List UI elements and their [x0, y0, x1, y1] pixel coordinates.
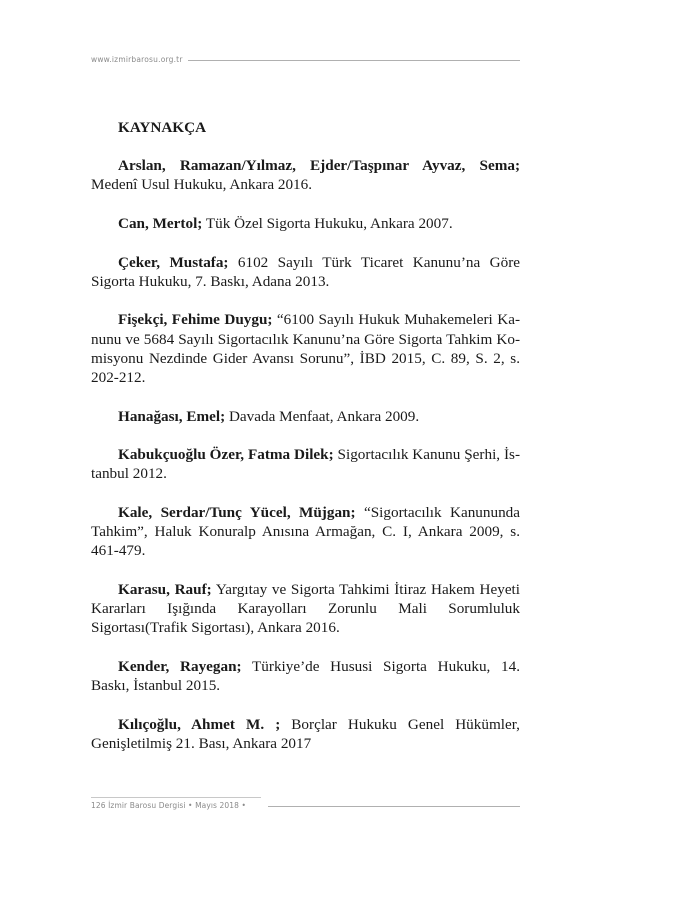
reference-item: [91, 253, 520, 291]
reference-text: Yargıtay ve Sigorta Tahkimi İtiraz Hakem Heyeti Kararları Işığında Karayolları Zorunlu Mali Sorumluluk Sigortası(Trafik Sigortası), Ankara 2016.: [91, 580, 520, 637]
reference-text: 6102 Sayılı Türk Ticaret Kanunu’na Göre Sigorta Hukuku, 7. Baskı, Adana 2013.: [91, 253, 520, 290]
reference-author: Arslan, Ramazan/Yılmaz, Ejder/Taşpınar Ayvaz, Sema;: [118, 157, 520, 175]
reference-text: “6100 Sayılı Hukuk Muhakemeleri Kanunu ve 5684 Sayılı Sigortacılık Kanunu’na Göre Sigorta Tahkim Komisyonu Nezdinde Gider Avansı Sorunu”, İBD 2015, C. 89, S. 2, s. 202-212.: [91, 311, 520, 386]
header-rule: [188, 60, 520, 61]
header-url: www.izmirbarosu.org.tr: [91, 55, 183, 64]
footer-rule: [268, 806, 520, 807]
reference-author: Kender, Rayegan;: [118, 657, 242, 675]
reference-text: Tük Özel Sigorta Hukuku, Ankara 2007.: [202, 215, 453, 232]
reference-text: Türkiye’de Hususi Sigorta Hukuku, 14. Baskı, İstanbul 2015.: [91, 657, 521, 695]
reference-item: [91, 310, 520, 387]
reference-item: [91, 214, 520, 233]
reference-text: Medenî Usul Hukuku, Ankara 2016.: [91, 176, 313, 194]
bibliography: [91, 118, 520, 773]
reference-item: [91, 503, 520, 561]
reference-author: Kılıçoğlu, Ahmet M. ;: [118, 715, 281, 733]
reference-author: Kale, Serdar/Tunç Yücel, Müjgan;: [118, 503, 356, 521]
reference-author: Kabukçuoğlu Özer, Fatma Dilek;: [118, 446, 334, 464]
reference-item: [91, 657, 520, 695]
reference-item: [91, 715, 520, 753]
reference-item: [91, 580, 520, 638]
reference-item: [91, 407, 520, 426]
footer-page-info: 126 İzmir Barosu Dergisi • Mayıs 2018 •: [91, 801, 247, 810]
reference-author: Karasu, Rauf;: [118, 580, 212, 598]
reference-author: Can, Mertol;: [118, 215, 203, 232]
reference-item: [91, 445, 520, 483]
reference-author: Çeker, Mustafa;: [118, 253, 229, 271]
reference-item: [91, 156, 520, 194]
footer-top-rule: [91, 797, 261, 798]
reference-text: “Sigortacılık Kanununda Tahkim”, Haluk Konuralp Anısına Armağan, C. I, Ankara 2009, s. 461-479.: [91, 503, 520, 560]
reference-author: Fişekçi, Fehime Duygu;: [118, 311, 273, 329]
reference-author: Hanağası, Emel;: [118, 407, 226, 425]
reference-text: Davada Menfaat, Ankara 2009.: [225, 407, 420, 425]
reference-text: Borçlar Hukuku Genel Hükümler, Genişletilmiş 21. Bası, Ankara 2017: [91, 715, 520, 752]
bibliography-heading: KAYNAKÇA: [118, 119, 207, 136]
reference-text: Sigortacılık Kanunu Şerhi, İstanbul 2012.: [91, 446, 520, 483]
